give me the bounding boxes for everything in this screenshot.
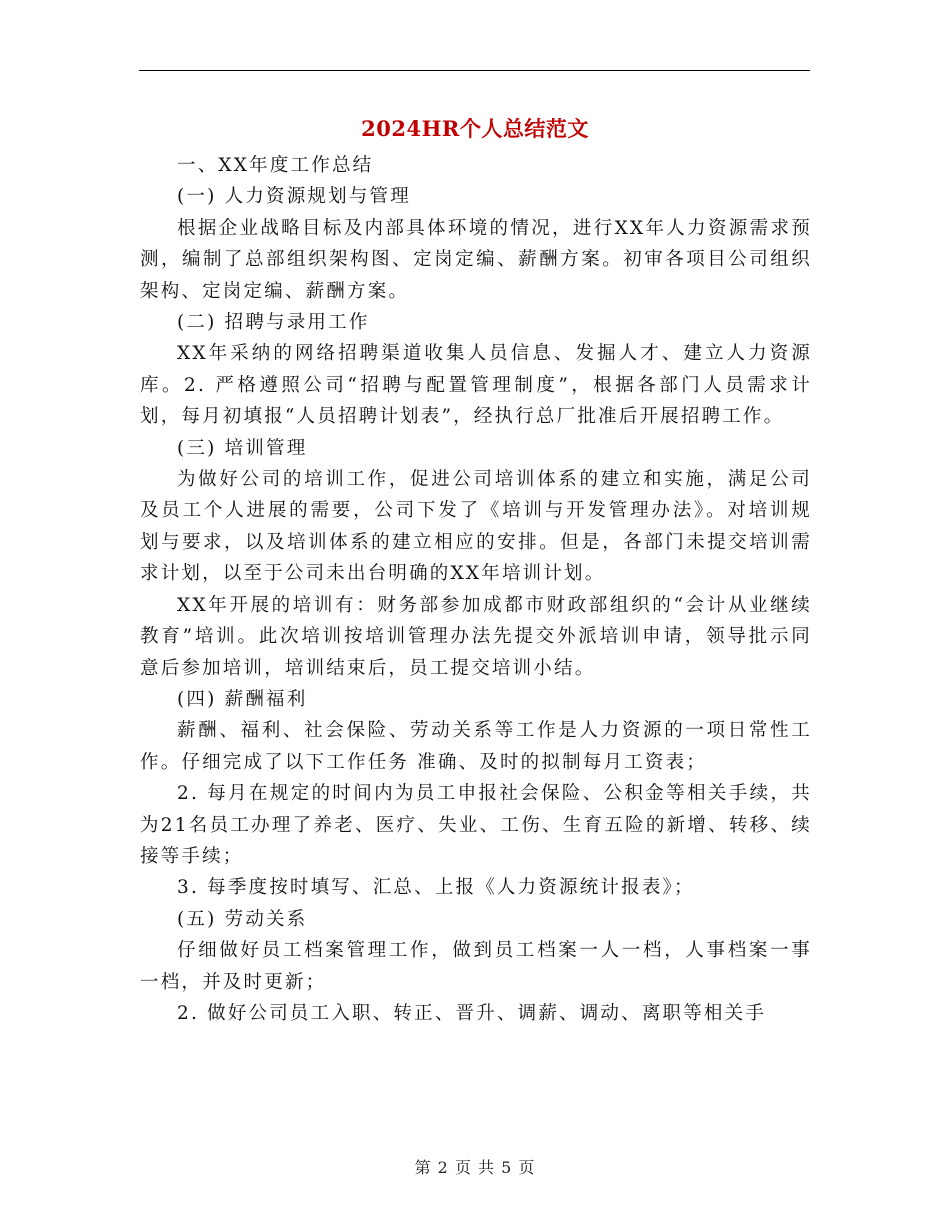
body-paragraph: XX年采纳的网络招聘渠道收集人员信息、发掘人才、建立人力资源库。2. 严格遵照公司“招聘与配置管理制度”，根据各部门人员需求计划，每月初填报“人员招聘计划表”，经执行总厂批准后开展招聘工作。 xyxy=(140,343,812,428)
header-rule xyxy=(139,70,810,71)
body-paragraph: 2. 做好公司员工入职、转正、晋升、调薪、调动、离职等相关手 xyxy=(177,1002,767,1024)
body-paragraph: 薪酬、福利、社会保险、劳动关系等工作是人力资源的一项日常性工作。仔细完成了以下工作任务 准确、及时的拟制每月工资表； xyxy=(140,720,812,773)
body-paragraph: 为做好公司的培训工作，促进公司培训体系的建立和实施，满足公司及员工个人进展的需要，公司下发了《培训与开发管理办法》。对培训规划与要求，以及培训体系的建立相应的安排。但是，各部门未提交培训需求计划，以至于公司未出台明确的XX年培训计划。 xyxy=(140,469,812,585)
section-heading: 一、XX年度工作总结 xyxy=(177,155,374,176)
body-paragraph: XX年开展的培训有：财务部参加成都市财政部组织的“会计从业继续教育”培训。此次培训按培训管理办法先提交外派培训申请，领导批示同意后参加培训，培训结束后，员工提交培训小结。 xyxy=(140,594,812,679)
body-paragraph: 3. 每季度按时填写、汇总、上报《人力资源统计报表》； xyxy=(177,877,695,899)
document-body xyxy=(140,150,812,1029)
subsection-heading: (五) 劳动关系 xyxy=(177,908,308,930)
body-paragraph: 仔细做好员工档案管理工作，做到员工档案一人一档，人事档案一事一档，并及时更新； xyxy=(140,940,812,993)
page-number: 第 2 页 共 5 页 xyxy=(414,1158,536,1177)
subsection-heading: (一) 人力资源规划与管理 xyxy=(177,186,411,208)
subsection-heading: (四) 薪酬福利 xyxy=(177,688,308,710)
body-paragraph: 2. 每月在规定的时间内为员工申报社会保险、公积金等相关手续，共为21名员工办理了养老、医疗、失业、工伤、生育五险的新增、转移、续接等手续； xyxy=(140,783,812,867)
subsection-heading: (三) 培训管理 xyxy=(177,437,308,459)
body-paragraph: 根据企业战略目标及内部具体环境的情况，进行XX年人力资源需求预测，编制了总部组织架构图、定岗定编、薪酬方案。初审各项目公司组织架构、定岗定编、薪酬方案。 xyxy=(140,217,812,302)
subsection-heading: (二) 招聘与录用工作 xyxy=(177,312,370,334)
document-title: 2024HR个人总结范文 xyxy=(361,116,589,141)
